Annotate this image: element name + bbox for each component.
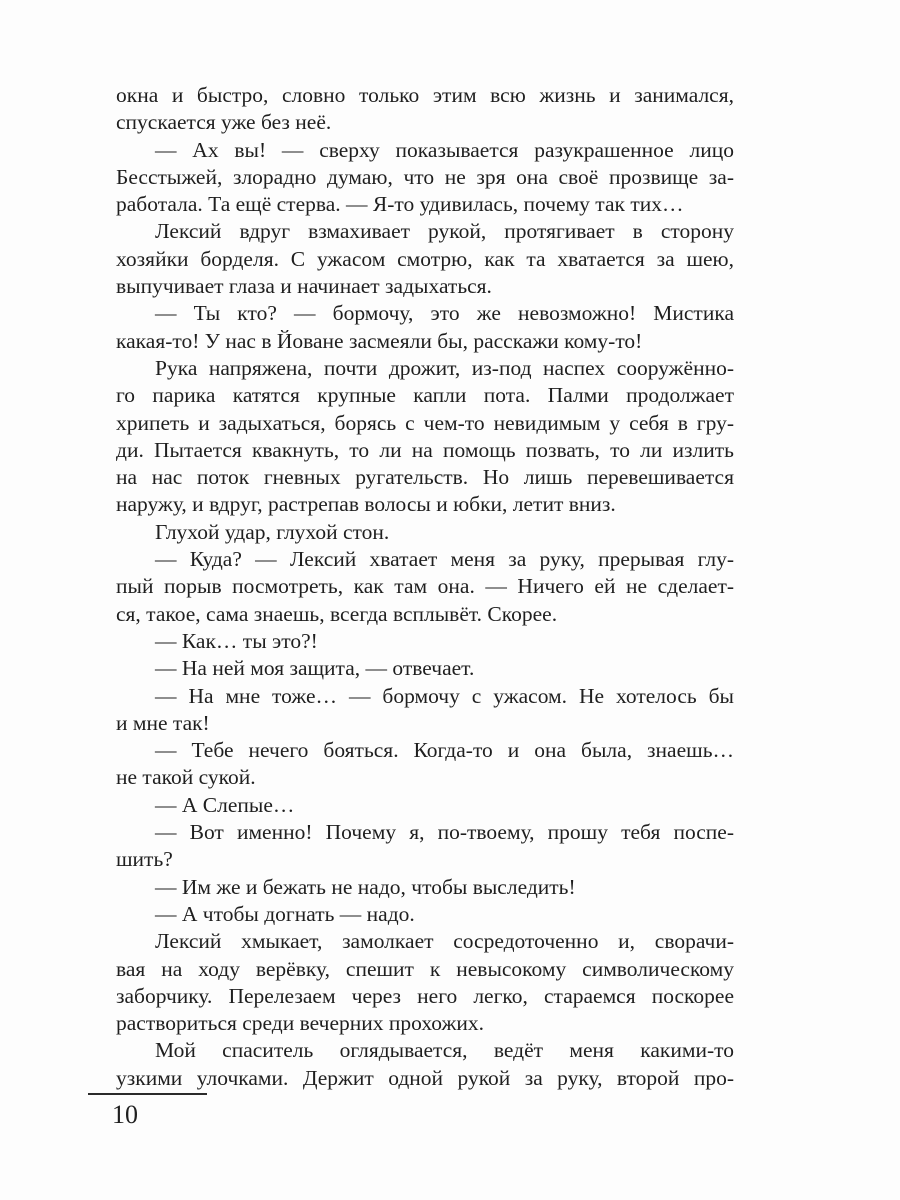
text-line: Бесстыжей, злорадно думаю, что не зря она своё прозвище за- — [116, 164, 734, 189]
text-line: — Вот именно! Почему я, по-твоему, прошу тебя поспе- — [155, 820, 734, 845]
paragraph — [116, 901, 734, 928]
paragraph — [116, 218, 734, 300]
paragraph — [116, 628, 734, 655]
text-line: вая на ходу верёвку, спешит к невысокому символическому — [116, 956, 734, 981]
text-line: — Как… ты это?! — [155, 628, 318, 653]
text-line: хозяйки борделя. С ужасом смотрю, как та хватается за шею, — [116, 246, 734, 271]
footnote-rule — [88, 1093, 207, 1095]
text-line: Лексий вдруг взмахивает рукой, протягивает в сторону — [155, 219, 734, 244]
text-line: шить? — [116, 847, 173, 872]
paragraph — [116, 355, 734, 519]
text-line: Мой спаситель оглядывается, ведёт меня какими-то — [155, 1038, 734, 1063]
paragraph — [116, 1037, 734, 1092]
text-line: — Тебе нечего бояться. Когда-то и она была, знаешь… — [155, 738, 734, 763]
paragraph — [116, 655, 734, 682]
text-line: и мне так! — [116, 710, 210, 735]
text-line: наружу, и вдруг, растрепав волосы и юбки, летит вниз. — [116, 492, 616, 517]
text-line: спускается уже без неё. — [116, 110, 332, 135]
text-line: окна и быстро, словно только этим всю жизнь и занимался, — [116, 83, 734, 107]
text-line: заборчику. Перелезаем через него легко, стараемся поскорее — [116, 983, 734, 1008]
text-line: — На ней моя защита, — отвечает. — [155, 656, 475, 681]
text-line: — Куда? — Лексий хватает меня за руку, прерывая глу- — [155, 547, 734, 572]
text-line: Лексий хмыкает, замолкает сосредоточенно и, сворачи- — [155, 929, 734, 954]
text-line: на нас поток гневных ругательств. Но лишь перевешивается — [116, 465, 734, 490]
text-line: Рука напряжена, почти дрожит, из-под наспех сооружённо- — [155, 355, 734, 380]
page-number: 10 — [112, 1100, 138, 1129]
paragraph — [116, 874, 734, 901]
text-line: пый порыв посмотреть, как там она. — Ничего ей не сделает- — [116, 574, 734, 599]
text-line: ди. Пытается квакнуть, то ли на помощь позвать, то ли излить — [116, 437, 734, 462]
text-line: — Ты кто? — бормочу, это же невозможно! Мистика — [155, 301, 734, 326]
text-line: ся, такое, сама знаешь, всегда всплывёт. Скорее. — [116, 601, 558, 626]
paragraph — [116, 137, 734, 219]
paragraph — [116, 819, 734, 874]
text-line: узкими улочками. Держит одной рукой за руку, второй про- — [116, 1065, 734, 1090]
text-line: — А чтобы догнать — надо. — [155, 901, 415, 926]
paragraph — [116, 737, 734, 792]
page-text — [116, 82, 734, 1092]
paragraph — [116, 519, 734, 546]
text-line: Глухой удар, глухой стон. — [155, 519, 390, 544]
paragraph — [116, 82, 734, 137]
text-line: раствориться среди вечерних прохожих. — [116, 1011, 484, 1036]
text-line: — На мне тоже… — бормочу с ужасом. Не хотелось бы — [155, 683, 734, 708]
text-line: не такой сукой. — [116, 765, 256, 790]
text-line: — Им же и бежать не надо, чтобы выследить! — [155, 874, 576, 899]
paragraph — [116, 546, 734, 628]
paragraph — [116, 300, 734, 355]
paragraph — [116, 683, 734, 738]
paragraph — [116, 792, 734, 819]
paragraph — [116, 928, 734, 1037]
text-line: какая-то! У нас в Йоване засмеяли бы, расскажи кому-то! — [116, 328, 643, 353]
text-line: го парика катятся крупные капли пота. Палми продолжает — [116, 383, 734, 408]
text-line: выпучивает глаза и начинает задыхаться. — [116, 274, 492, 299]
text-line: работала. Та ещё стерва. — Я-то удивилась, почему так тих… — [116, 192, 684, 217]
text-line: — А Слепые… — [155, 792, 295, 817]
text-line: — Ах вы! — сверху показывается разукрашенное лицо — [155, 137, 734, 162]
text-line: хрипеть и задыхаться, борясь с чем-то невидимым у себя в гру- — [116, 410, 734, 435]
